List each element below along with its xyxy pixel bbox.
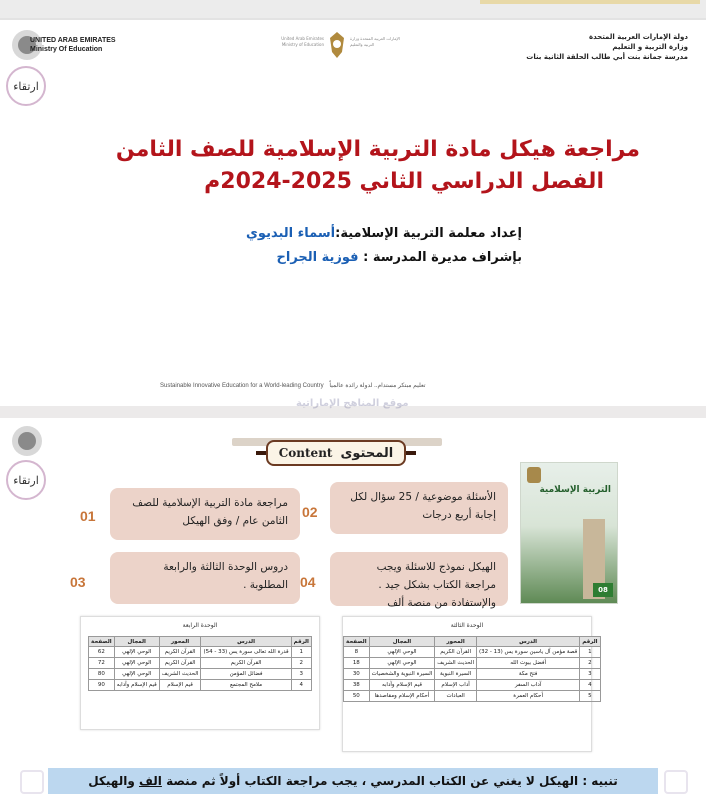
unit3-table-card [342, 616, 598, 752]
book-title: التربية الإسلامية [539, 485, 611, 495]
table-row: 3 فضائل المؤمن الحديث الشريف الوحي الإلهي 80 [89, 669, 312, 680]
table-row: 1 قدرة الله تعالى سورة يس (33 - 54) القرآن الكريم الوحي الإلهي 62 [89, 647, 312, 658]
card-number-01: 01 [80, 508, 96, 524]
notice-text-end: والهيكل [88, 774, 139, 788]
content-slide [0, 418, 706, 800]
book-emblem-icon [527, 467, 541, 483]
watermark: موقع المناهج الإماراتية [296, 398, 409, 409]
prepared-by [120, 226, 522, 241]
prepared-by-label: إعداد معلمة التربية الإسلامية: [335, 226, 522, 241]
uae-emblem-icon [326, 30, 348, 60]
content-card-02: الأسئلة موضوعية / 25 سؤال لكل إجابة أربع درجات [330, 482, 508, 534]
col-header: الدرس [476, 637, 579, 647]
unit3-table [343, 636, 601, 702]
content-heading [266, 440, 406, 466]
principal-name: فوزية الجراح [276, 250, 359, 265]
col-header: الرقم [580, 637, 600, 647]
table-row: 2 أفضل بيوت الله الحديث الشريف الوحي الإلهي 18 [344, 658, 601, 669]
top-strip [0, 0, 706, 18]
corner-deco-right [664, 770, 688, 794]
irtiqaa-logo: ارتقاء [6, 66, 46, 106]
top-strip-bar [480, 0, 700, 4]
table-row: 4 ملامح المجتمع قيم الإسلام قيم الإسلام وآدابه 90 [89, 680, 312, 691]
title-slide [0, 18, 706, 406]
unit4-title: الوحدة الرابعة [182, 622, 218, 629]
table-row: 2 القرآن الكريم القرآن الكريم الوحي الإلهي 72 [89, 658, 312, 669]
moe-ar-line3: مدرسة جمانة بنت أبي طالب الحلقة الثانية بنات [526, 53, 688, 61]
moe-en-line1: UNITED ARAB EMIRATES [30, 37, 116, 44]
col-header: المحور [435, 637, 477, 647]
col-header: الرقم [291, 637, 311, 647]
moe-ar-line1: دولة الإمارات العربية المتحدة [588, 33, 688, 41]
notice-banner [48, 768, 658, 794]
moe-arabic-label [488, 32, 688, 62]
content-heading-ar: المحتوى [340, 445, 394, 461]
slogan [160, 382, 520, 389]
col-header: المجال [369, 637, 435, 647]
school-badge-icon-2 [12, 426, 42, 456]
col-header: المجال [114, 637, 159, 647]
content-card-04: الهيكل نموذج للاسئلة ويجب مراجعة الكتاب بشكل جيد . والإستفادة من منصة ألف [330, 552, 508, 606]
textbook-cover-image [520, 462, 618, 604]
irtiqaa-logo-2: ارتقاء [6, 460, 46, 500]
card-number-04: 04 [300, 574, 316, 590]
card-number-03: 03 [70, 574, 86, 590]
teacher-name: أسماء البديوي [246, 226, 336, 241]
unit3-title: الوحدة الثالثة [450, 622, 484, 629]
content-card-01: مراجعة مادة التربية الإسلامية للصف الثامن عام / وفق الهيكل [110, 488, 300, 540]
slogan-en: Sustainable Innovative Education for a World-leading Country [160, 383, 324, 389]
supervised-by [120, 250, 522, 265]
card-number-02: 02 [302, 504, 318, 520]
col-header: الدرس [201, 637, 291, 647]
center-en-label: United Arab Emirates Ministry of Education [281, 36, 324, 47]
moe-en-line2: Ministry Of Education [30, 46, 103, 53]
unit4-table-card [80, 616, 320, 730]
slide-title-line2: الفصل الدراسي الثاني 2025-2024م [204, 169, 604, 194]
content-heading-en: Content [278, 446, 333, 460]
book-grade-badge: 08 [593, 583, 613, 597]
center-ar-label: الإمارات العربية المتحدة وزارة التربية والتعليم [350, 36, 400, 47]
unit4-table [88, 636, 312, 691]
notice-alef: الف [138, 774, 162, 788]
table-row: 4 آداب السفر آداب الإسلام قيم الإسلام وآدابه 38 [344, 680, 601, 691]
slide-title-line1: مراجعة هيكل مادة التربية الإسلامية للصف الثامن [115, 137, 640, 162]
notice-text: تنبيه : الهيكل لا يغني عن الكتاب المدرسي ، يجب مراجعة الكتاب أولاً ثم منصة [161, 774, 618, 788]
slide-border [0, 18, 706, 20]
supervised-by-label: بإشراف مديرة المدرسة : [358, 250, 522, 265]
content-card-03: دروس الوحدة الثالثة والرابعة المطلوبة . [110, 552, 300, 604]
table-row: 5 أحكام العمرة العبادات أحكام الإسلام ومقاصدها 50 [344, 691, 601, 702]
slogan-ar: تعليم مبتكر مستدام.. لدولة رائدة عالمياً [329, 383, 426, 389]
moe-english-label [16, 36, 126, 54]
col-header: المحور [159, 637, 201, 647]
table-row: 3 فتح مكة السيرة النبوية السيرة النبوية والشخصيات 30 [344, 669, 601, 680]
col-header: الصفحة [89, 637, 115, 647]
table-row: 1 قصة مؤمن آل ياسين سورة يس (13 - 32) القرآن الكريم الوحي الإلهي 8 [344, 647, 601, 658]
corner-deco-left [20, 770, 44, 794]
col-header: الصفحة [344, 637, 370, 647]
moe-ar-line2: وزارة التربية و التعليم [612, 43, 688, 51]
